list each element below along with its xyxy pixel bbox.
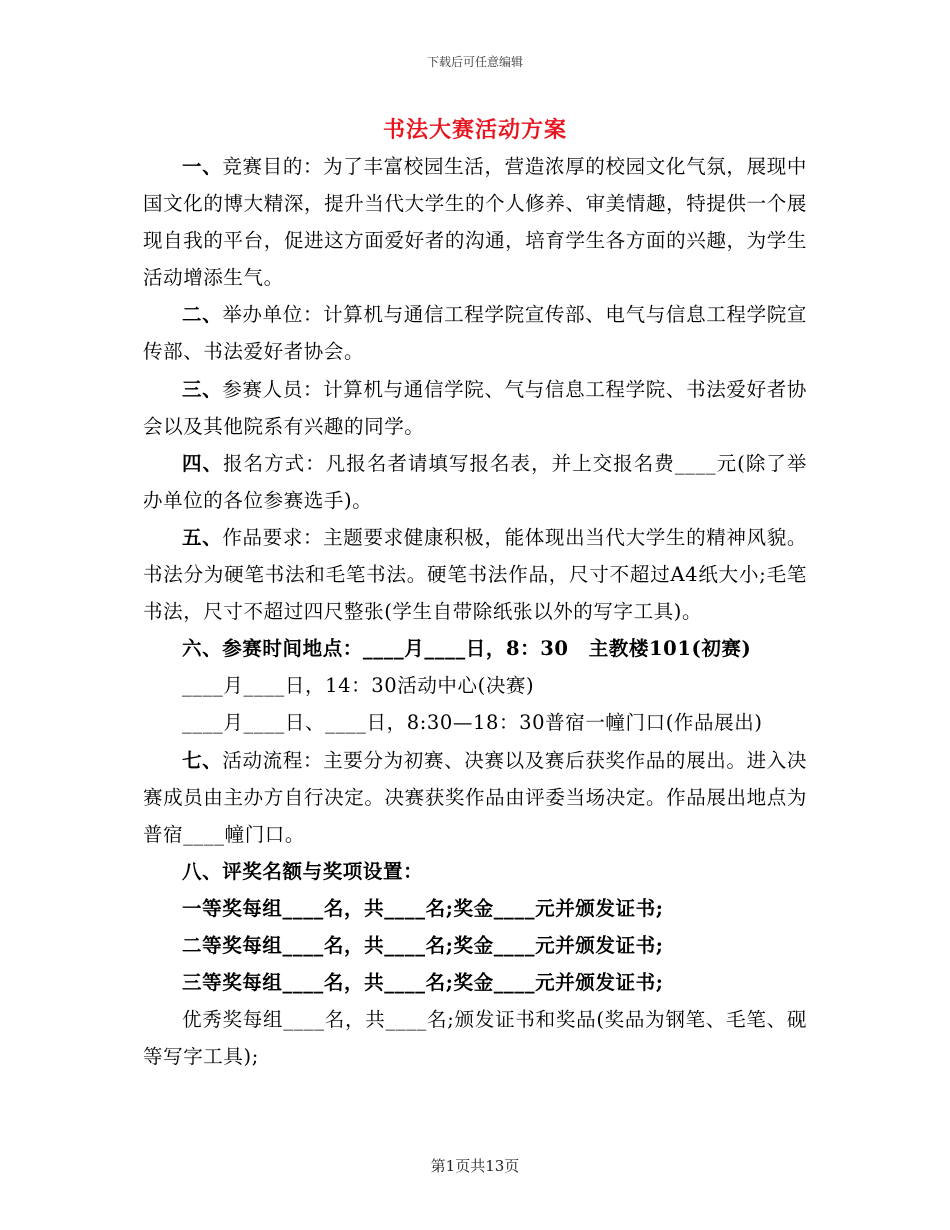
section-5-label: 五、 <box>182 525 223 549</box>
section-1-text: 竞赛目的：为了丰富校园生活，营造浓厚的校园文化气氛，展现中国文化的博大精深，提升当代大学生的个人修养、审美情趣，特提供一个展现自我的平台，促进这方面爱好者的沟通，培育学生各方面的兴趣，为学生活动增添生气。 <box>143 155 807 290</box>
section-1-paragraph <box>143 148 807 296</box>
section-8-heading: 八、评奖名额与奖项设置： <box>182 859 424 883</box>
prize-third: 三等奖每组____名，共____名;奖金____元并颁发证书; <box>182 971 664 995</box>
document-title: 书法大赛活动方案 <box>382 117 567 143</box>
header-note: 下载后可任意编辑 <box>426 55 523 69</box>
section-5-text: 作品要求：主题要求健康积极，能体现出当代大学生的精神风貌。书法分为硬笔书法和毛笔书法。硬笔书法作品，尺寸不超过A4纸大小;毛笔书法，尺寸不超过四尺整张(学生自带除纸张以外的写字工具)。 <box>143 525 807 624</box>
section-7-text: 活动流程：主要分为初赛、决赛以及赛后获奖作品的展出。进入决赛成员由主办方自行决定。决赛获奖作品由评委当场决定。作品展出地点为普宿____幢门口。 <box>143 748 807 846</box>
section-4-paragraph <box>143 445 807 519</box>
section-6-line-2: ____月____日，14：30活动中心(决赛) <box>182 674 535 698</box>
section-2-label: 二、 <box>182 303 223 327</box>
document-body <box>143 148 807 1075</box>
section-2-paragraph <box>143 296 807 370</box>
section-7-paragraph <box>143 742 807 853</box>
prize-excellent: 优秀奖每组____名，共____名;颁发证书和奖品(奖品为钢笔、毛笔、砚等写字工具); <box>143 1008 807 1069</box>
section-3-paragraph <box>143 371 807 445</box>
section-3-text: 参赛人员：计算机与通信学院、气与信息工程学院、书法爱好者协会以及其他院系有兴趣的同学。 <box>143 377 807 438</box>
section-3-label: 三、 <box>182 377 223 401</box>
section-6-line-3: ____月____日、____日，8:30—18：30普宿一幢门口(作品展出) <box>182 711 763 735</box>
page-number-footer: 第1页共13页 <box>430 1157 520 1175</box>
section-2-text: 举办单位：计算机与通信工程学院宣传部、电气与信息工程学院宣传部、书法爱好者协会。 <box>143 303 807 364</box>
prize-second: 二等奖每组____名，共____名;奖金____元并颁发证书; <box>182 933 664 957</box>
section-5-paragraph <box>143 519 807 630</box>
section-7-label: 七、 <box>182 748 223 772</box>
section-4-label: 四、 <box>182 451 224 475</box>
section-4-text: 报名方式：凡报名者请填写报名表，并上交报名费____元(除了举办单位的各位参赛选手)。 <box>143 451 807 512</box>
prize-first: 一等奖每组____名，共____名;奖金____元并颁发证书; <box>182 896 664 920</box>
section-6-line-1: 六、参赛时间地点：____月____日，8：30 主教楼101(初赛) <box>182 637 752 661</box>
section-1-label: 一、 <box>182 155 223 178</box>
